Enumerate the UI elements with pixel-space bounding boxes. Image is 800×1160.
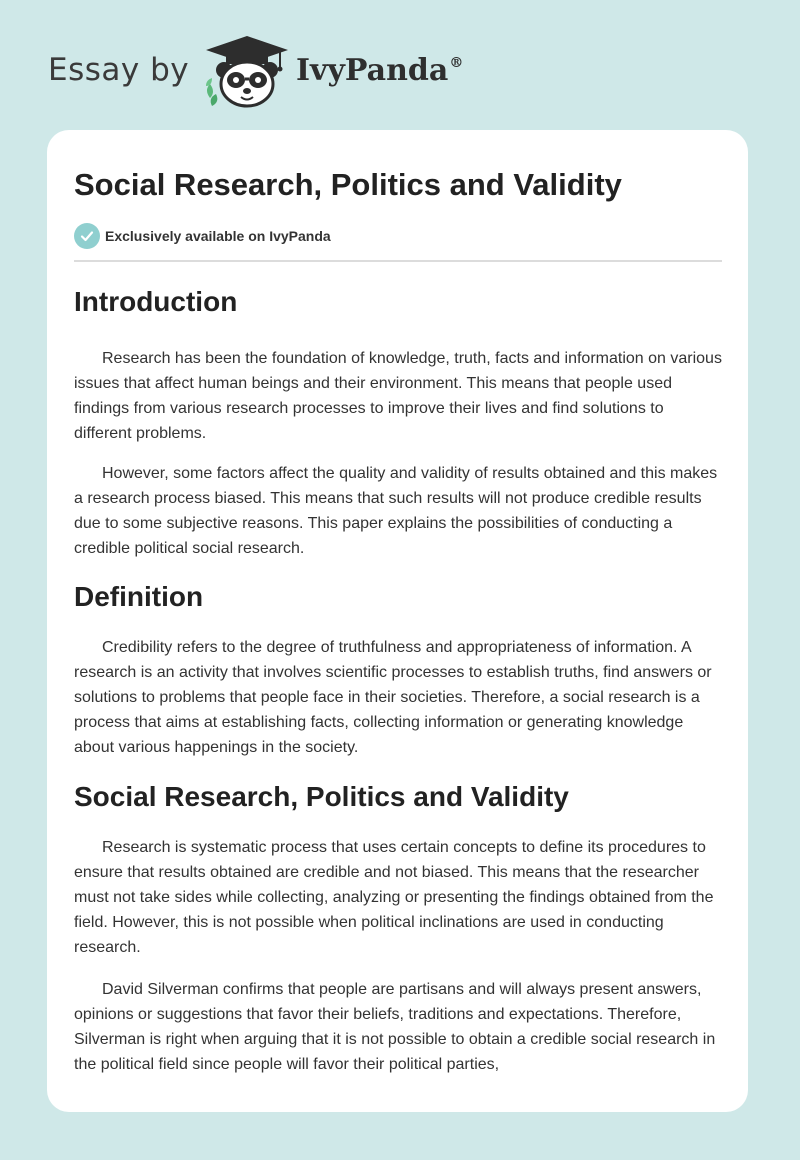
check-icon [74,223,100,249]
paragraph: Research is systematic process that uses certain concepts to define its procedures to ensure that results obtained are credible and not biased. This means that the researcher must not take sides while collecting, analyzing or presenting the findings obtained from the field. However, this is not possible when political inclinations are used in conducting research. [74,839,714,956]
paragraph: David Silverman confirms that people are partisans and will always present answers, opinions or suggestions that favor their beliefs, traditions and expectations. Therefore, Silverman is right when arguing that it is not possible to obtain a credible social research in the political field since people will favor their political parties, [74,981,716,1073]
section-heading-social-research: Social Research, Politics and Validity [74,781,569,812]
exclusive-label: Exclusively available on IvyPanda [105,228,331,244]
paragraph: Credibility refers to the degree of truthfulness and appropriateness of information. A research is an activity that involves scientific processes to establish truths, find answers or solutions to problems that people face in their societies. Therefore, a social research is a process that aims at establishing facts, collecting information or generating knowledge about various happenings in the society. [74,639,712,756]
article-card [47,130,748,1112]
paragraph: Research has been the foundation of knowledge, truth, facts and information on various issues that affect human beings and their environment. This means that people used findings from various research processes to improve their lives and find solutions to different problems. [74,350,722,442]
registered-mark: ® [449,55,464,71]
essay-by-label: Essay by [48,52,190,88]
site-header [48,30,548,110]
section-heading-definition: Definition [74,581,204,612]
section-heading-introduction: Introduction [74,286,238,317]
panda-logo-icon[interactable] [202,34,292,110]
article-title: Social Research, Politics and Validity [74,167,622,202]
exclusive-badge [74,222,722,250]
brand-name: IvyPanda® [296,53,464,88]
title-divider [74,260,722,262]
paragraph: However, some factors affect the quality and validity of results obtained and this makes a research process biased. This means that such results will not produce credible results due to some subjective reasons. This paper explains the possibilities of conducting a credible political social research. [74,465,718,557]
